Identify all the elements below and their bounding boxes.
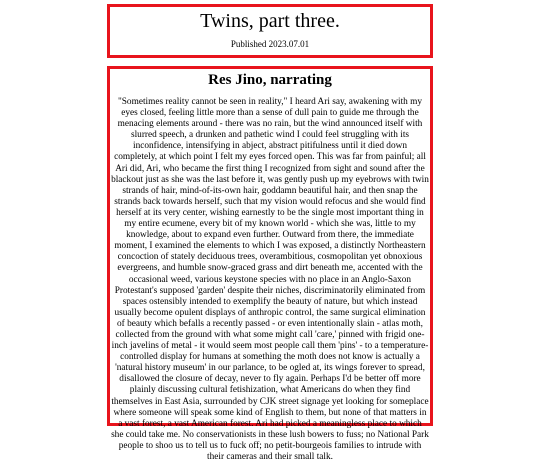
header-box bbox=[107, 4, 433, 58]
page-title: Twins, part three. bbox=[200, 10, 340, 32]
story-body-text: "Sometimes reality cannot be seen in reality," I heard Ari say, awakening with my eyes closed, feeling little more than a sense of dull pain to guide me through the menacing elements around - there was no rain, but the wind announced itself with slurred speech, a drunken and pathetic wind I could feel struggling with its inconfidence, intensifying in abject, abstract pitifulness until it died down completely, at which point I felt my eyes forced open. This was far from painful; all Ari did, Ari, who became the first thing I recognized from sight and sound after the blackout just as she was the last before it, was gently push up my eyebrows with twin strands of hair, mind-of-its-own hair, goddamn beautiful hair, and then snap the strands back towards herself, such that my vision would refocus and she would find herself at its very center, wishing earnestly to be the single most important thing in my entire ecumene, every bit of my known world - which she was, little to my knowledge, about to expand even further. Outward from there, the immediate moment, I examined the elements to which I was exposed, a distinctly Northeastern concoction of stately deciduous trees, overambitious, cosmopolitan yet obnoxious evergreens, and humble snow-graced grass and dirt beneath me, accented with the occasional weed, various keystone species with no place in an Anglo-Saxon Protestant's supposed 'garden' despite their niches, discriminatorily eliminated from spaces ostensibly intended to exemplify the beauty of nature, but which instead usually become opulent displays of anthropic control, the same surgical elimination of beauty which befalls a recently passed - or even intentionally slain - atlas moth, collected from the ground with what some might call 'care,' pinned with frigid one-inch javelins of metal - it would seem most people call them 'pins' - to a temperature-controlled display for humans at something the moth does not know is actually a 'natural history museum' in our parlance, to be ogled at, its wings forever to spread, disallowed the closure of decay, never to fly again. Perhaps I'd be better off more plainly discussing cultural fetishization, what Americans do when they find themselves in East Asia, surrounded by CJK street signage yet looking for someplace where someone will speak some kind of English to them, but none of that matters in a vast forest, a vast American forest. Ari had picked a meaningless place to which she could take me. No conservationists in these lush bowers to fuss; no National Park people to shoo us to tell us to fuck off; no petit-bourgeois families to intrude with their cameras and their small talk. bbox=[111, 97, 429, 462]
story-box bbox=[107, 66, 433, 462]
story-heading: Res Jino, narrating bbox=[208, 72, 332, 88]
published-date: Published 2023.07.01 bbox=[230, 39, 310, 49]
